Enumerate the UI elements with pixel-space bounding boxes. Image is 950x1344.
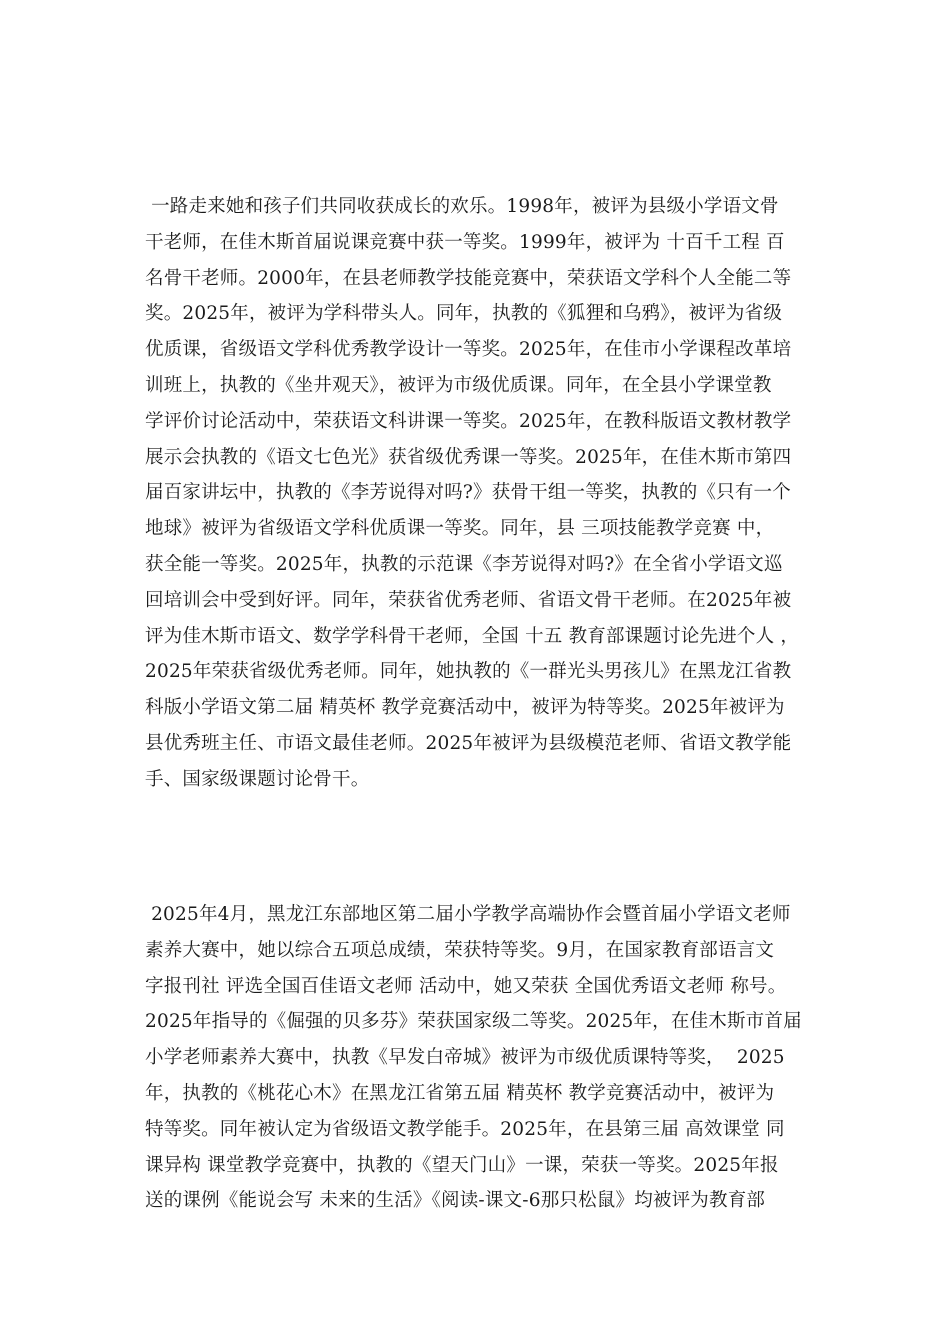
text-line: 获全能一等奖。2025年，执教的示范课《李芳说得对吗?》在全省小学语文巡 bbox=[145, 553, 783, 575]
text-line: 名骨干老师。2000年，在县老师教学技能竞赛中，荣获语文学科个人全能二等 bbox=[145, 267, 792, 289]
text-line: 届百家讲坛中，执教的《李芳说得对吗?》获骨干组一等奖，执教的《只有一个 bbox=[145, 482, 791, 504]
text-line: 素养大赛中，她以综合五项总成绩，荣获特等奖。9月，在国家教育部语言文 bbox=[145, 939, 775, 961]
text-line: 特等奖。同年被认定为省级语文教学能手。2025年，在县第三届 高效课堂 同 bbox=[145, 1118, 785, 1140]
text-line: 评为佳木斯市语文、数学学科骨干老师，全国 十五 教育部课题讨论先进个人 ， bbox=[145, 625, 800, 647]
text-line: 奖。2025年，被评为学科带头人。同年，执教的《狐狸和乌鸦》，被评为省级 bbox=[145, 303, 783, 325]
text-line: 干老师，在佳木斯首届说课竞赛中获一等奖。1999年，被评为 十百千工程 百 bbox=[145, 231, 785, 253]
text-line: 2025年指导的《倔强的贝多芬》荣获国家级二等奖。2025年，在佳木斯市首届 bbox=[145, 1011, 802, 1033]
paragraph-2 bbox=[145, 897, 815, 1219]
text-line: 手、国家级课题讨论骨干。 bbox=[145, 768, 370, 790]
text-line: 送的课例《能说会写 未来的生活》《阅读-课文-6那只松鼠》均被评为教育部 bbox=[145, 1190, 766, 1212]
text-line: 科版小学语文第二届 精英杯 教学竞赛活动中，被评为特等奖。2025年被评为 bbox=[145, 697, 785, 719]
text-line: 年，执教的《桃花心木》在黑龙江省第五届 精英杯 教学竞赛活动中，被评为 bbox=[145, 1082, 775, 1104]
text-line: 2025年4月，黑龙江东部地区第二届小学教学高端协作会暨首届小学语文老师 bbox=[145, 904, 791, 925]
text-line: 县优秀班主任、市语文最佳老师。2025年被评为县级模范老师、省语文教学能 bbox=[145, 732, 792, 754]
text-line: 学评价讨论活动中，荣获语文科讲课一等奖。2025年，在教科版语文教材教学 bbox=[145, 410, 792, 432]
text-line: 小学老师素养大赛中，执教《早发白帝城》被评为市级优质课特等奖， 2025 bbox=[145, 1047, 785, 1069]
text-line: 回培训会中受到好评。同年，荣获省优秀老师、省语文骨干老师。在2025年被 bbox=[145, 589, 792, 611]
paragraph-1 bbox=[145, 189, 815, 798]
text-line: 一路走来她和孩子们共同收获成长的欢乐。1998年，被评为县级小学语文骨 bbox=[145, 196, 779, 217]
text-line: 课异构 课堂教学竞赛中，执教的《望天门山》一课，荣获一等奖。2025年报 bbox=[145, 1154, 779, 1176]
text-line: 优质课，省级语文学科优秀教学设计一等奖。2025年，在佳市小学课程改革培 bbox=[145, 339, 792, 361]
text-line: 2025年荣获省级优秀老师。同年，她执教的《一群光头男孩儿》在黑龙江省教 bbox=[145, 661, 792, 683]
text-line: 训班上，执教的《坐井观天》，被评为市级优质课。同年，在全县小学课堂教 bbox=[145, 374, 772, 396]
text-line: 字报刊社 评选全国百佳语文老师 活动中，她又荣获 全国优秀语文老师 称号。 bbox=[145, 975, 787, 997]
text-line: 展示会执教的《语文七色光》获省级优秀课一等奖。2025年，在佳木斯市第四 bbox=[145, 446, 792, 468]
text-line: 地球》被评为省级语文学科优质课一等奖。同年，县 三项技能教学竞赛 中， bbox=[145, 518, 775, 540]
